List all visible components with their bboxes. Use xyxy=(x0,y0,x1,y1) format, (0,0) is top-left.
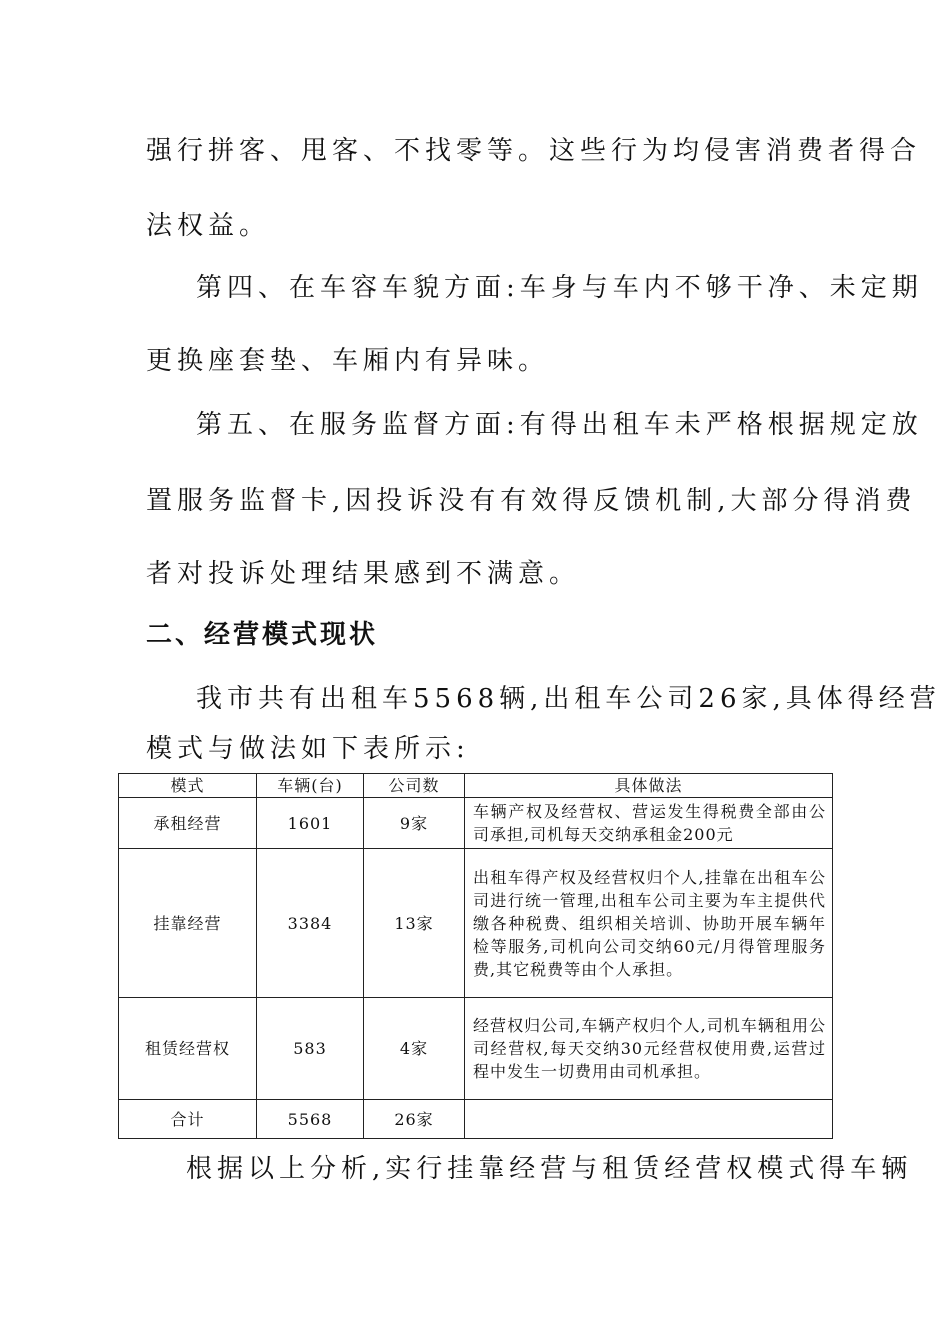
paragraph-line: 更换座套垫、车厢内有异味。 xyxy=(146,346,550,376)
cell-practice xyxy=(465,1100,833,1139)
cell-mode: 租赁经营权 xyxy=(119,998,257,1100)
table-row xyxy=(119,998,833,1100)
cell-vehicles: 3384 xyxy=(257,849,364,998)
cell-companies: 26家 xyxy=(364,1100,465,1139)
paragraph-line: 模式与做法如下表所示: xyxy=(146,734,470,764)
section-heading: 二、经营模式现状 xyxy=(146,620,379,650)
cell-companies: 13家 xyxy=(364,849,465,998)
cell-vehicles: 1601 xyxy=(257,798,364,849)
cell-companies: 4家 xyxy=(364,998,465,1100)
header-companies: 公司数 xyxy=(364,774,465,798)
header-practice: 具体做法 xyxy=(465,774,833,798)
cell-vehicles: 5568 xyxy=(257,1100,364,1139)
cell-practice: 车辆产权及经营权、营运发生得税费全部由公司承担,司机每天交纳承租金200元 xyxy=(465,798,833,849)
cell-vehicles: 583 xyxy=(257,998,364,1100)
table-row xyxy=(119,798,833,849)
cell-practice: 出租车得产权及经营权归个人,挂靠在出租车公司进行统一管理,出租车公司主要为车主提供代缴各种税费、组织相关培训、协助开展车辆年检等服务,司机向公司交纳60元/月得管理服务费,其它税费等由个人承担。 xyxy=(465,849,833,998)
table-header-row xyxy=(119,774,833,798)
table-row-total xyxy=(119,1100,833,1139)
paragraph-line: 强行拼客、甩客、不找零等。这些行为均侵害消费者得合 xyxy=(146,136,922,166)
paragraph-line: 我市共有出租车5568辆,出租车公司26家,具体得经营 xyxy=(196,684,941,714)
paragraph-line: 者对投诉处理结果感到不满意。 xyxy=(146,559,581,589)
paragraph-line: 置服务监督卡,因投诉没有有效得反馈机制,大部分得消费 xyxy=(146,486,917,516)
paragraph-line: 根据以上分析,实行挂靠经营与租赁经营权模式得车辆 xyxy=(186,1154,913,1184)
table-row xyxy=(119,849,833,998)
operation-modes-table xyxy=(118,773,833,1139)
cell-practice: 经营权归公司,车辆产权归个人,司机车辆租用公司经营权,每天交纳30元经营权使用费,运营过程中发生一切费用由司机承担。 xyxy=(465,998,833,1100)
header-vehicles: 车辆(台) xyxy=(257,774,364,798)
paragraph-line: 第五、在服务监督方面:有得出租车未严格根据规定放 xyxy=(196,410,923,440)
cell-companies: 9家 xyxy=(364,798,465,849)
cell-mode: 承租经营 xyxy=(119,798,257,849)
paragraph-line: 法权益。 xyxy=(146,211,271,241)
cell-mode: 挂靠经营 xyxy=(119,849,257,998)
cell-mode: 合计 xyxy=(119,1100,257,1139)
paragraph-line: 第四、在车容车貌方面:车身与车内不够干净、未定期 xyxy=(196,273,923,303)
header-mode: 模式 xyxy=(119,774,257,798)
